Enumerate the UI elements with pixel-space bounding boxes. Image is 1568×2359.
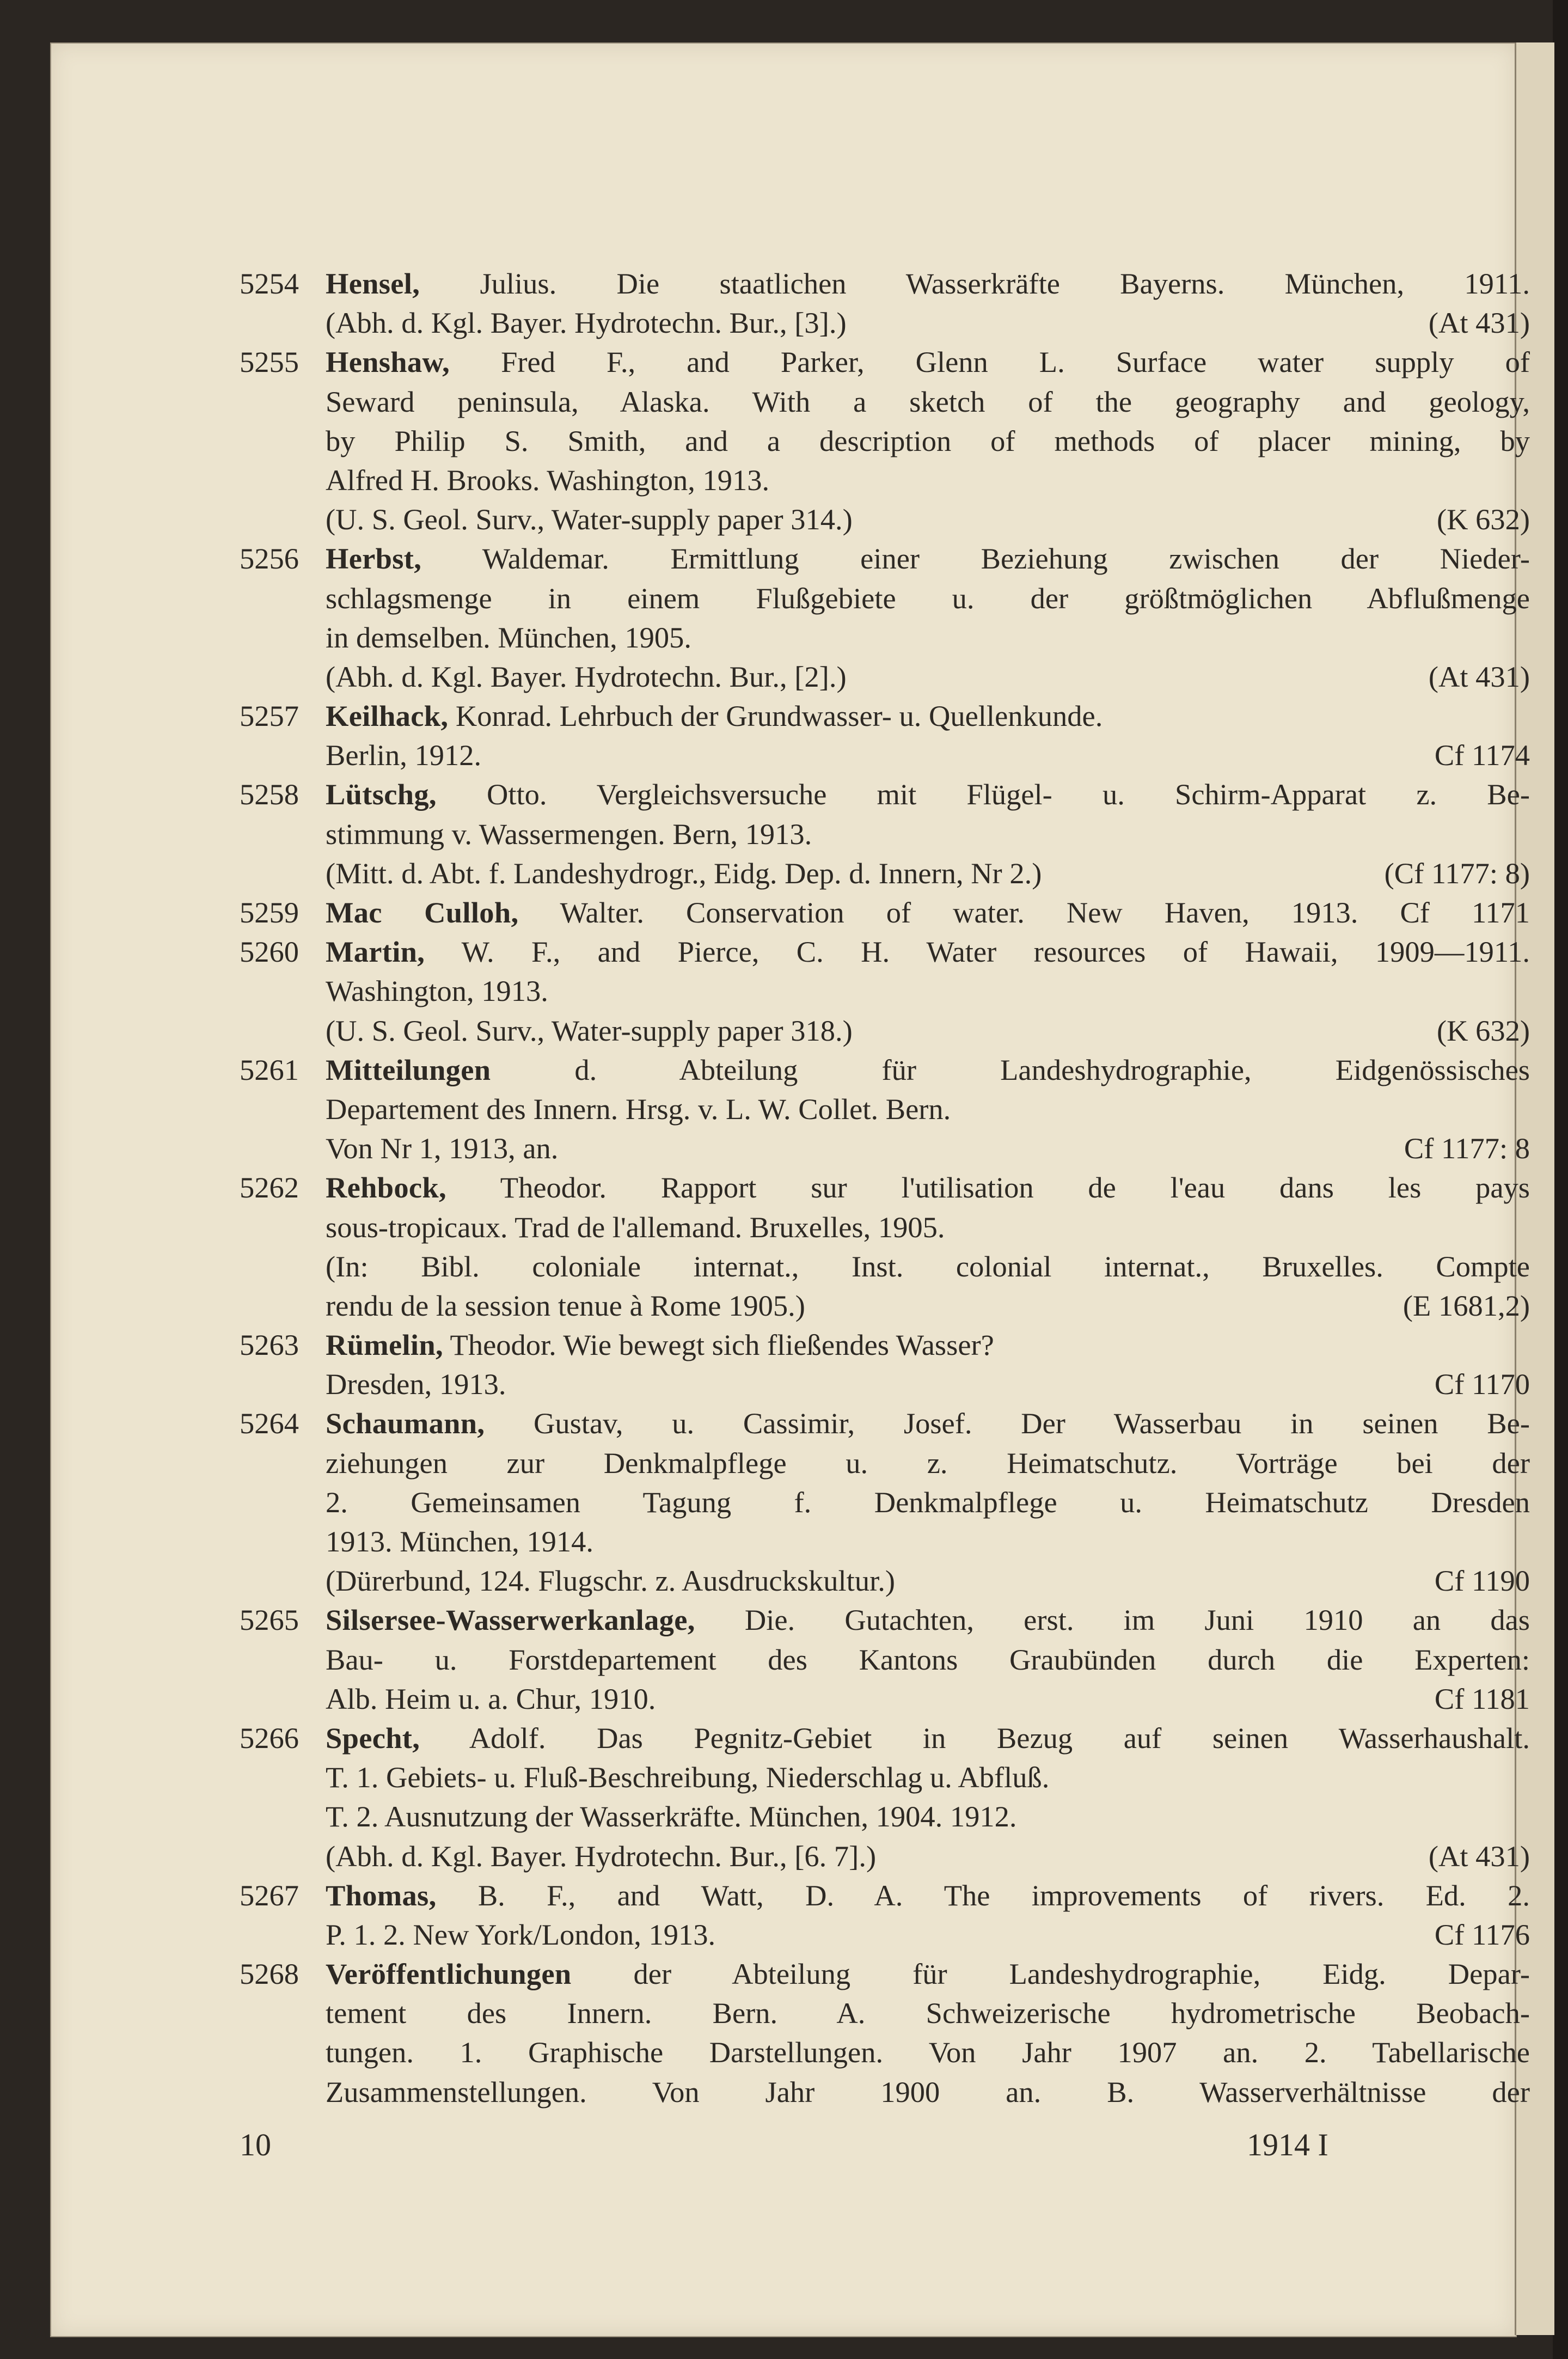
entry-text: Alfred H. Brooks. Washington, 1913. <box>326 463 770 497</box>
entry-text-line <box>326 1522 1530 1561</box>
entry-heading: Lütschg, <box>326 778 437 811</box>
entry-heading: Keilhack, <box>326 699 449 733</box>
citation-line <box>326 1011 1530 1050</box>
call-number: (K 632) <box>1436 503 1530 536</box>
entry-heading: Rümelin, <box>326 1328 443 1362</box>
entry-text: Adolf. Das Pegnitz-Gebiet in Bezug auf seinen Wasserhaushalt. <box>420 1721 1530 1755</box>
citation-source: (U. S. Geol. Surv., Water-supply paper 318.) <box>326 1013 853 1047</box>
citation-line <box>326 1286 1530 1325</box>
call-number: Cf 1174 <box>1434 738 1530 772</box>
entry-text-line <box>326 1090 1530 1129</box>
entry-number: 5257 <box>240 699 299 733</box>
entry-text-line <box>326 382 1530 421</box>
call-number: Cf 1181 <box>1434 1682 1530 1715</box>
entry-text-line <box>326 1797 1530 1836</box>
entry-heading: Veröffentlichungen <box>326 1957 572 1991</box>
entry-text-line <box>326 1876 1530 1915</box>
entry-heading: Silsersee-Wasserwerkanlage, <box>326 1603 695 1637</box>
entry-text: Seward peninsula, Alaska. With a sketch of the geography and geology, <box>326 384 1530 418</box>
citation-line <box>326 1679 1530 1719</box>
bibliography-entry <box>185 1050 1530 1169</box>
bibliography-entry <box>185 893 1530 932</box>
citation-source: (U. S. Geol. Surv., Water-supply paper 314.) <box>326 503 853 536</box>
entry-text-line <box>326 1208 1530 1247</box>
citation-line <box>326 500 1530 539</box>
bibliography-entry <box>185 1168 1530 1325</box>
entry-text: Waldemar. Ermittlung einer Beziehung zwischen der Nieder- <box>421 542 1530 576</box>
page-number: 10 <box>240 2127 271 2162</box>
entry-text-line <box>326 1994 1530 2033</box>
entry-text: T. 1. Gebiets- u. Fluß-Beschreibung, Niederschlag u. Abfluß. <box>326 1761 1050 1794</box>
call-number: Cf 1176 <box>1434 1917 1530 1951</box>
entry-text-line <box>326 343 1530 382</box>
entry-text-line <box>326 932 1530 971</box>
entry-text: Departement des Innern. Hrsg. v. L. W. Collet. Bern. <box>326 1092 951 1126</box>
entry-text: ziehungen zur Denkmalpflege u. z. Heimatschutz. Vorträge bei der <box>326 1446 1530 1480</box>
entry-text: tement des Innern. Bern. A. Schweizerische hydrometrische Beobach- <box>326 1996 1530 2030</box>
citation-source: Alb. Heim u. a. Chur, 1910. <box>326 1682 656 1715</box>
entry-text-line <box>326 264 1530 303</box>
entry-number: 5260 <box>240 935 299 969</box>
citation-line <box>326 1561 1530 1600</box>
entry-text: Zusammenstellungen. Von Jahr 1900 an. B. Wasserverhältnisse der <box>326 2075 1530 2109</box>
entry-text-line <box>326 539 1530 578</box>
citation-source: Berlin, 1912. <box>326 738 482 772</box>
entry-heading: Schaumann, <box>326 1407 485 1440</box>
entry-heading: Martin, <box>326 935 425 969</box>
call-number: (K 632) <box>1436 1013 1530 1047</box>
citation-line <box>326 736 1530 775</box>
bibliography-entry <box>185 539 1530 696</box>
entry-number: 5265 <box>240 1603 299 1637</box>
entry-text: Julius. Die staatlichen Wasserkräfte Bayerns. München, 1911. <box>420 267 1530 300</box>
entry-text-line <box>326 696 1530 736</box>
bibliography-entry <box>185 343 1530 539</box>
entry-number: 5259 <box>240 896 299 929</box>
citation-source: (Abh. d. Kgl. Bayer. Hydrotechn. Bur., [6. 7].) <box>326 1839 877 1873</box>
entry-number: 5254 <box>240 267 299 300</box>
citation-line <box>326 1837 1530 1876</box>
entry-text: Gustav, u. Cassimir, Josef. Der Wasserbau in seinen Be- <box>485 1407 1530 1440</box>
citation-line <box>326 1915 1530 1954</box>
bibliography-entry <box>185 1719 1530 1876</box>
citation-source: P. 1. 2. New York/London, 1913. <box>326 1917 716 1951</box>
entry-heading: Thomas, <box>326 1878 437 1912</box>
entry-text-line <box>326 1600 1530 1640</box>
entry-text-line <box>326 1444 1530 1483</box>
entry-heading: Specht, <box>326 1721 420 1755</box>
entry-text-line <box>326 971 1530 1011</box>
entry-text: B. F., and Watt, D. A. The improvements of rivers. Ed. 2. <box>436 1878 1530 1912</box>
entry-text: der Abteilung für Landeshydrographie, Eidg. Depar- <box>571 1957 1530 1991</box>
entry-heading: Mac Culloh, <box>326 896 519 929</box>
entry-text: d. Abteilung für Landeshydrographie, Eidgenössisches <box>491 1053 1530 1086</box>
bibliography-entry <box>185 696 1530 775</box>
entry-text: Die. Gutachten, erst. im Juni 1910 an das <box>695 1603 1530 1637</box>
entry-text-line <box>326 1050 1530 1090</box>
entry-number: 5255 <box>240 345 299 379</box>
entry-text-line <box>326 2073 1530 2112</box>
citation-source: (Abh. d. Kgl. Bayer. Hydrotechn. Bur., [3].) <box>326 306 847 340</box>
entry-text-line <box>326 1719 1530 1758</box>
entry-heading: Mitteilungen <box>326 1053 491 1086</box>
entry-text: Otto. Vergleichsversuche mit Flügel- u. Schirm-Apparat z. Be- <box>436 778 1530 811</box>
entry-number: 5263 <box>240 1328 299 1362</box>
citation-line <box>326 1129 1530 1168</box>
entry-text: (In: Bibl. coloniale internat., Inst. colonial internat., Bruxelles. Compte <box>326 1249 1530 1283</box>
signature-mark: 1914 I <box>1247 2127 1328 2162</box>
call-number: (At 431) <box>1428 1839 1530 1873</box>
entry-text: Konrad. Lehrbuch der Grundwasser- u. Quellenkunde. <box>448 699 1103 733</box>
bibliography-entry <box>185 1876 1530 1954</box>
citation-source: (Dürerbund, 124. Flugschr. z. Ausdruckskultur.) <box>326 1564 895 1598</box>
entry-number: 5258 <box>240 778 299 811</box>
entry-number: 5264 <box>240 1407 299 1440</box>
citation-source: Dresden, 1913. <box>326 1367 506 1401</box>
bibliography-entry <box>185 1404 1530 1600</box>
call-number: Cf 1170 <box>1434 1367 1530 1401</box>
entry-text-line <box>326 1168 1530 1207</box>
entry-text-line <box>326 1483 1530 1522</box>
bibliography-entry <box>185 1954 1530 2112</box>
entry-number: 5267 <box>240 1878 299 1912</box>
entry-text: Walter. Conservation of water. New Haven, 1913. Cf 1171 <box>518 896 1530 929</box>
citation-source: (Mitt. d. Abt. f. Landeshydrogr., Eidg. Dep. d. Innern, Nr 2.) <box>326 856 1042 890</box>
entry-text: in demselben. München, 1905. <box>326 620 692 654</box>
entry-text-line <box>326 1758 1530 1797</box>
entry-heading: Herbst, <box>326 542 422 576</box>
entry-text: sous-tropicaux. Trad de l'allemand. Bruxelles, 1905. <box>326 1210 945 1244</box>
entry-text-line <box>326 2033 1530 2072</box>
call-number: Cf 1177: 8 <box>1404 1132 1530 1165</box>
entry-text-line <box>326 815 1530 854</box>
citation-source: Von Nr 1, 1913, an. <box>326 1132 559 1165</box>
citation-source: rendu de la session tenue à Rome 1905.) <box>326 1288 805 1322</box>
entry-text: stimmung v. Wassermengen. Bern, 1913. <box>326 817 812 851</box>
citation-line <box>326 657 1530 696</box>
entry-text: Theodor. Rapport sur l'utilisation de l'eau dans les pays <box>446 1171 1530 1205</box>
entry-text-line <box>326 461 1530 500</box>
bibliography-entry <box>185 1325 1530 1404</box>
entry-text: schlagsmenge in einem Flußgebiete u. der größtmöglichen Abflußmenge <box>326 581 1530 615</box>
citation-source: (Abh. d. Kgl. Bayer. Hydrotechn. Bur., [2].) <box>326 659 847 693</box>
entry-heading: Hensel, <box>326 267 420 300</box>
entry-text: 1913. München, 1914. <box>326 1525 593 1558</box>
call-number: (At 431) <box>1428 659 1530 693</box>
citation-line <box>326 854 1530 893</box>
entry-text-line <box>326 1247 1530 1286</box>
entry-number: 5268 <box>240 1957 299 1991</box>
entry-heading: Henshaw, <box>326 345 450 379</box>
entry-number: 5266 <box>240 1721 299 1755</box>
entry-number: 5261 <box>240 1053 299 1086</box>
call-number: Cf 1190 <box>1434 1564 1530 1598</box>
entry-text-line <box>326 1640 1530 1679</box>
bibliography-list <box>185 264 1530 2112</box>
entry-text-line <box>326 1325 1530 1365</box>
entry-text: by Philip S. Smith, and a description of methods of placer mining, by <box>326 424 1530 457</box>
entry-heading: Rehbock, <box>326 1171 446 1205</box>
entry-text-line <box>326 1404 1530 1443</box>
bibliography-entry <box>185 264 1530 343</box>
entry-text: W. F., and Pierce, C. H. Water resources of Hawaii, 1909—1911. <box>425 935 1530 969</box>
entry-text: Theodor. Wie bewegt sich fließendes Wasser? <box>443 1328 994 1362</box>
entry-text: Fred F., and Parker, Glenn L. Surface water supply of <box>450 345 1530 379</box>
entry-text-line <box>326 893 1530 932</box>
binding-edge <box>1553 0 1568 2359</box>
entry-text: Washington, 1913. <box>326 974 548 1008</box>
entry-text-line <box>326 421 1530 461</box>
citation-line <box>326 303 1530 343</box>
call-number: (At 431) <box>1428 306 1530 340</box>
entry-number: 5262 <box>240 1171 299 1205</box>
entry-text: Bau- u. Forstdepartement des Kantons Graubünden durch die Experten: <box>326 1642 1530 1676</box>
call-number: (Cf 1177: 8) <box>1384 856 1530 890</box>
citation-line <box>326 1365 1530 1404</box>
entry-text: 2. Gemeinsamen Tagung f. Denkmalpflege u. Heimatschutz Dresden <box>326 1485 1530 1519</box>
call-number: (E 1681,2) <box>1402 1288 1530 1322</box>
entry-text: T. 2. Ausnutzung der Wasserkräfte. München, 1904. 1912. <box>326 1800 1017 1834</box>
bibliography-entry <box>185 932 1530 1050</box>
entry-text-line <box>326 618 1530 657</box>
entry-text-line <box>326 1954 1530 1994</box>
bibliography-entry <box>185 1600 1530 1719</box>
entry-text-line <box>326 775 1530 814</box>
entry-text-line <box>326 579 1530 618</box>
bibliography-entry <box>185 775 1530 893</box>
entry-text: tungen. 1. Graphische Darstellungen. Von Jahr 1907 an. 2. Tabellarische <box>326 2036 1530 2069</box>
entry-number: 5256 <box>240 542 299 576</box>
